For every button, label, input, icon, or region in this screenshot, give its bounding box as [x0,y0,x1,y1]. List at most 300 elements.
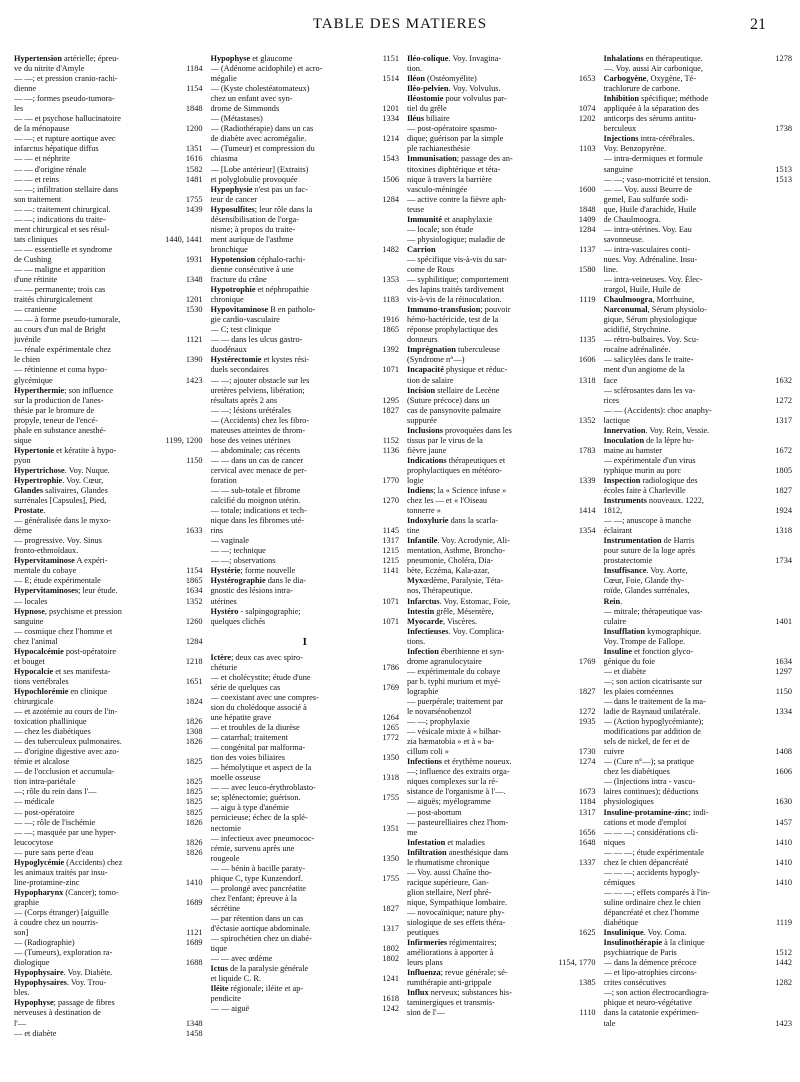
index-entry [14,978,203,988]
entry-page-number: 1458 [185,1028,203,1038]
index-entry [211,556,400,566]
index-entry [14,486,203,496]
entry-page-number: 1317 [775,415,792,425]
index-entry [604,185,793,195]
index-entry [14,948,203,958]
entry-text: phique C, type Kunzendorf. [210,873,303,883]
index-entry [211,144,400,154]
index-entry [407,727,596,737]
index-entry [211,934,400,944]
entry-text: le novarsénobenzol [407,707,472,717]
index-entry [14,707,203,717]
index-entry [14,64,203,74]
index-entry [604,456,793,466]
index-entry [14,637,203,647]
entry-text: Infestation et maladies [407,837,485,847]
entry-page-number: 1295 [382,395,399,405]
entry-page-number: 1352 [578,415,596,425]
entry-page-number: 1317 [382,923,399,933]
index-entry [14,908,203,918]
entry-text: suppurée [407,415,437,425]
entry-text: glycémique [14,375,53,385]
index-entry [14,536,203,546]
entry-text: dème [14,526,32,536]
entry-page-number: 1530 [185,305,203,315]
index-entry [604,627,793,637]
index-entry [14,586,203,596]
index-entry [407,868,596,878]
entry-text: — dans la démence précoce [603,958,697,968]
entry-text: écoles faite à Charleville [603,486,686,496]
index-entry [211,844,400,854]
index-entry [604,315,793,325]
index-entry [604,697,793,707]
entry-page-number: 1802 [382,954,399,964]
entry-text: Hypotrophie et néphropathie [210,285,309,295]
entry-text: Hyperthermie; son influence [14,385,114,395]
index-entry [604,597,793,607]
index-entry [407,918,596,928]
index-entry [211,446,400,456]
index-entry [604,978,793,988]
entry-text: nues. Voy. Adrénaline. Insu- [603,254,698,264]
entry-text: pyon [14,455,31,465]
index-entry [211,743,400,753]
entry-text: fracture du crâne [210,275,267,285]
index-entry [407,456,596,466]
index-entry [407,124,596,134]
entry-text: calcifié du moignon utérin. [210,496,301,506]
index-entry [14,165,203,175]
entry-text: — hémolytique et aspect de la [210,763,312,773]
index-entry [211,1004,400,1014]
entry-text: Hypertension artérielle; épreu- [14,54,120,63]
index-entry [604,797,793,807]
index-entry [407,526,596,536]
entry-text: Hystérographie dans le dia- [210,576,306,586]
entry-text: — — dans les ulcus gastro- [210,335,303,345]
entry-page-number: 1318 [775,526,792,536]
entry-page-number: 1284 [578,224,596,234]
entry-page-number: 1354 [578,526,596,536]
entry-text: Glandes salivaires, Glandes [14,486,108,496]
entry-page-number: 1826 [185,717,203,727]
entry-text: psychiatrique de Paris [603,948,677,958]
entry-text: — totale; indications et tech- [210,506,307,516]
entry-text: son] [14,928,29,938]
index-entry [604,617,793,627]
entry-text: rocaïne adrénalinée. [603,345,671,355]
entry-text: — — avec leuco-érythroblasto- [210,783,316,793]
entry-text: tine [407,526,420,536]
entry-page-number: 1826 [185,817,203,827]
index-entry [14,898,203,908]
index-entry [14,1019,203,1029]
index-entry [14,717,203,727]
entry-text: — abdominale; cas récents [210,445,301,455]
entry-text: — active contre la fièvre aph- [407,194,507,204]
entry-text: pernicieuse; échec de la splé- [210,813,308,823]
index-column-2 [211,54,400,1074]
index-entry [211,154,400,164]
index-entry [14,466,203,476]
entry-text: toxication phallinique [14,717,87,727]
entry-page-number: 1184 [579,797,596,807]
entry-text: Instruments nouveaux. 1222, [603,496,704,506]
index-entry [604,737,793,747]
entry-page-number: 1318 [578,375,596,385]
entry-page-number: 1201 [185,295,203,305]
entry-page-number: 1755 [382,873,399,883]
entry-text: — — dans un cas de cancer [210,455,304,465]
index-entry [14,386,203,396]
entry-text: Iléo-pelvien. Voy. Volvulus. [407,84,501,94]
entry-text: — —; technique [210,546,266,556]
entry-text: line-protamine-zinc [14,877,80,887]
index-entry [604,928,793,938]
entry-text: — post-opératoire [14,807,75,817]
index-entry [407,888,596,898]
entry-text: — pasteurelliaires chez l'hom- [407,817,509,827]
entry-text: —; influence des extraits orga- [407,767,510,777]
entry-text: Myxœdème, Paralysie, Téta- [407,576,504,586]
index-entry [211,763,400,773]
entry-text: désensibilisation de l'orga- [210,214,299,224]
entry-page-number: 1272 [775,395,792,405]
index-entry [604,345,793,355]
index-entry [407,828,596,838]
entry-text: — —; rôle de l'ischémie [14,817,96,827]
entry-page-number: 1506 [382,174,399,184]
entry-text: — —; indications du traite- [14,214,106,224]
entry-page-number: 1350 [382,853,399,863]
index-entry [14,546,203,556]
entry-page-number: 1135 [579,335,596,345]
index-entry [407,84,596,94]
entry-text: mentale du cobaye [14,566,77,576]
index-entry [604,938,793,948]
entry-text: Immunité et anaphylaxie [407,214,493,224]
entry-text: Incapacité physique et réduc- [407,365,508,375]
index-entry [604,114,793,124]
entry-text: modifications par addition de [603,727,701,737]
index-entry [604,285,793,295]
index-entry [604,476,793,486]
index-entry [14,315,203,325]
entry-text: se; splénectomie; guérison. [210,793,301,803]
index-entry [604,134,793,144]
entry-text: — (Tumeurs), exploration ra- [14,948,113,958]
entry-text: quelques clichés [210,616,266,626]
index-entry [14,657,203,667]
index-entry [14,235,203,245]
index-entry [407,777,596,787]
entry-page-number: 1274 [578,757,596,767]
index-entry [14,175,203,185]
entry-text: tale [603,1018,616,1028]
index-entry [211,255,400,265]
index-entry [407,205,596,215]
index-entry [211,834,400,844]
index-entry [407,165,596,175]
entry-page-number: 1738 [775,124,792,134]
entry-text: — généralisée dans le myxo- [14,516,111,526]
entry-text: Hyposulfites; leur rôle dans la [210,204,313,214]
entry-text: tique [210,944,228,954]
entry-text: — (Cure n°—); sa pratique [603,757,694,767]
entry-text: Imprégnation tuberculeuse [407,345,500,355]
index-entry [407,848,596,858]
index-entry [14,205,203,215]
entry-page-number: 1802 [382,944,399,954]
entry-page-number: 1284 [185,636,203,646]
entry-text: — et azotémie au cours de l'in- [14,707,118,717]
entry-page-number: 1409 [578,214,596,224]
entry-page-number: 1512 [775,948,792,958]
entry-page-number: 1242 [382,1004,399,1014]
entry-text: phale en substance anesthé- [14,425,106,435]
index-entry [211,225,400,235]
entry-text: de Cushing [14,254,52,264]
entry-text: sur la production de l'anes- [14,395,104,405]
entry-text: culaire [603,616,627,626]
entry-text: Immunisation; passage des an- [407,154,513,164]
entry-page-number: 1260 [185,616,203,626]
index-entry [604,486,793,496]
index-entry [604,757,793,767]
entry-text: — intra-dermiques et formule [603,154,703,164]
entry-text: face [603,375,618,385]
index-entry [604,426,793,436]
entry-text: moelle osseuse [210,773,261,783]
entry-page-number: 1154, 1770 [558,958,596,968]
index-entry [211,824,400,834]
index-entry [14,828,203,838]
entry-text: nectomie [210,823,241,833]
entry-page-number: 1119 [579,295,596,305]
entry-text: Rein. [603,596,623,606]
index-entry [604,365,793,375]
entry-text: (Syndrome n°—) [407,355,465,365]
entry-text: — (Radiothérapie) dans un cas [210,124,314,134]
entry-page-number: 1201 [382,104,399,114]
entry-page-number: 1600 [578,184,596,194]
index-entry [14,195,203,205]
index-entry [407,657,596,667]
entry-page-number: 1348 [185,275,203,285]
entry-text: — par rétention dans un cas [210,913,304,923]
index-entry [604,275,793,285]
entry-text: — et lipo-atrophies circons- [603,968,697,978]
index-entry [211,134,400,144]
entry-text: Insuline et fonction glyco- [603,646,694,656]
index-column-3 [407,54,596,1074]
entry-text: tion intra-pariétale [14,777,76,787]
section-letter-heading: I [302,635,307,648]
index-entry [211,486,400,496]
entry-text: — médicale [14,797,55,807]
index-entry [14,938,203,948]
index-entry [604,677,793,687]
entry-text: nisme; à propos du traite- [210,224,296,234]
entry-text: et bouget [14,656,45,666]
index-entry [604,556,793,566]
entry-text: — —; vaso-motricité et tension. [603,174,711,184]
entry-text: — vésicale mixte à « bilhar- [407,727,502,737]
index-entry [211,864,400,874]
index-entry [14,94,203,104]
index-entry [407,948,596,958]
entry-page-number: 1334 [775,707,792,717]
entry-text: roïde, Glandes surrénales, [603,586,690,596]
entry-page-number: 1543 [382,154,399,164]
index-entry [604,205,793,215]
entry-text: gemel, Eau sulfurée sodi- [603,194,689,204]
entry-text: lographie [407,686,439,696]
entry-text: dans la catatonie expérimen- [603,1008,699,1018]
entry-page-number: 1353 [382,275,399,285]
entry-text: peutiques [407,928,439,938]
entry-text: des lapins traités tardivement [407,285,504,295]
index-entry [211,723,400,733]
index-entry [407,697,596,707]
entry-text: Hypocalcémie post-opératoire [14,646,117,656]
entry-text: (Suture précoce) dans un [407,395,490,405]
index-entry [14,84,203,94]
entry-text: — — à forme pseudo-tumorale, [14,315,121,325]
index-entry [211,476,400,486]
index-entry [604,305,793,315]
index-entry [604,175,793,185]
index-entry [211,406,400,416]
entry-text: cations et mode d'emploi [603,817,687,827]
index-entry [407,506,596,516]
entry-text: — congénital par malforma- [210,743,306,753]
index-entry [211,536,400,546]
entry-text: chez un enfant avec syn- [210,94,293,104]
index-entry [211,974,400,984]
entry-page-number: 1414 [578,506,596,516]
index-entry [407,597,596,607]
index-entry [211,683,400,693]
index-entry [14,968,203,978]
index-entry [14,677,203,687]
index-entry [211,315,400,325]
index-entry [604,657,793,667]
entry-page-number: 1935 [578,717,596,727]
entry-page-number: 1805 [775,465,792,475]
entry-text: — spirochétien chez un diabé- [210,934,312,944]
index-entry [211,884,400,894]
index-entry [604,94,793,104]
entry-text: sion du cholédoque associé à [210,702,307,712]
entry-text: — infectieux avec pneumococ- [210,833,315,843]
entry-page-number: 1630 [775,797,792,807]
entry-text: savonneuse. [603,234,644,244]
entry-text: dépancréaté et chez l'homme [603,907,700,917]
index-entry [14,727,203,737]
entry-page-number: 1199, 1200 [165,435,203,445]
entry-text: Iléite régionale; iléite et ap- [210,984,304,994]
entry-text: Intestin grêle, Mésentère, [407,606,494,616]
entry-text: tion des voies biliaires [210,753,285,763]
entry-page-number: 1154 [186,566,203,576]
index-entry [14,426,203,436]
index-entry [14,185,203,195]
entry-text: — spécifique vis-à-vis du sar- [407,254,507,264]
index-entry [604,868,793,878]
entry-text: témie et alcalose [14,757,70,767]
index-entry [211,813,400,823]
index-entry [604,376,793,386]
entry-page-number: 1606 [775,767,792,777]
index-entry [211,245,400,255]
entry-text: ladie de Raynaud unilatérale. [603,707,701,717]
index-entry [14,918,203,928]
entry-page-number: 1826 [185,847,203,857]
entry-page-number: 1772 [382,733,399,743]
index-entry [407,345,596,355]
entry-page-number: 1632 [775,375,792,385]
entry-text: l'— [14,1018,27,1028]
index-entry [211,994,400,1004]
entry-page-number: 1264 [382,713,399,722]
index-entry [14,526,203,536]
entry-text: Hypophysie n'est pas un fac- [210,184,308,194]
entry-text: Carbogyène, Oxygène, Té- [603,74,696,84]
entry-page-number: 1826 [185,837,203,847]
entry-text: teuse [407,204,425,214]
entry-text: à coudre chez un nourris- [14,918,99,928]
entry-text: — —; et rupture aortique avec [14,134,116,144]
entry-text: génique du foie [603,656,656,666]
entry-text: prophylactiques en météoro- [407,465,502,475]
entry-text: les [14,104,24,114]
index-entry [407,717,596,727]
entry-text: foration [210,475,237,485]
index-entry [407,94,596,104]
entry-text: — post-opératoire spasmo- [407,124,498,134]
entry-text: dique; guérison par la simple [407,134,504,144]
entry-page-number: 1214 [382,134,399,144]
entry-page-number: 1656 [578,827,596,837]
index-entry [407,355,596,365]
entry-text: cillum coli » [407,747,449,757]
index-entry [407,325,596,335]
entry-text: traités chirurgicalement [14,295,93,305]
index-entry [407,938,596,948]
entry-page-number: 1423 [185,375,203,385]
entry-text: me [407,827,418,837]
index-entry [211,703,400,713]
index-entry [211,984,400,994]
index-entry [14,667,203,677]
index-column-1 [14,54,203,1074]
entry-page-number: 1580 [578,264,596,274]
entry-text: — coexistant avec une compres- [210,692,319,702]
index-entry [604,958,793,968]
index-entry [407,968,596,978]
entry-page-number: 1183 [382,295,399,305]
entry-page-number: 1071 [382,596,399,606]
index-entry [14,878,203,888]
entry-page-number: 1121 [186,335,203,345]
index-entry [407,898,596,908]
index-entry [14,757,203,767]
entry-text: et liquide C. R. [210,974,261,984]
entry-text: chiasma [210,154,238,164]
index-entry [14,687,203,697]
